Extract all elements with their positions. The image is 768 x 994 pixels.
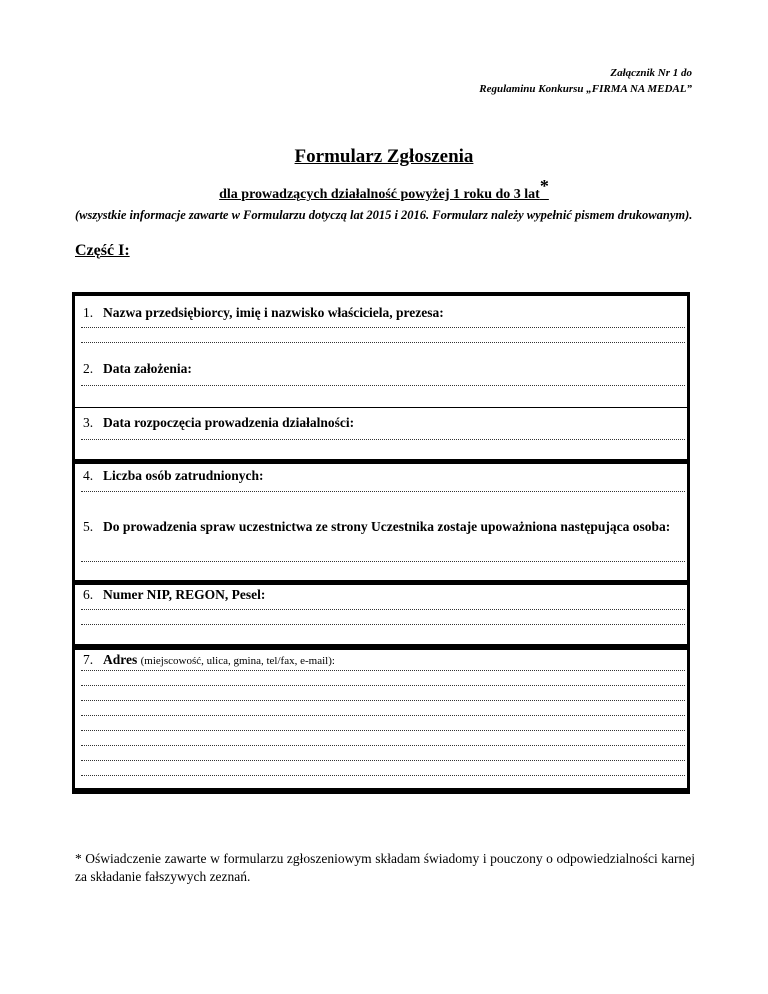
section-founding-date bbox=[75, 355, 687, 407]
field-label-authorized-person bbox=[83, 519, 675, 535]
fill-line[interactable] bbox=[81, 670, 685, 671]
section-activity-start-date bbox=[75, 408, 687, 459]
field-number: 2. bbox=[83, 361, 94, 376]
section-company-name bbox=[75, 296, 687, 358]
field-label-text: Data rozpoczęcia prowadzenia działalności: bbox=[103, 415, 355, 430]
fill-line[interactable] bbox=[81, 760, 685, 761]
subtitle-asterisk: * bbox=[539, 176, 549, 196]
fill-line[interactable] bbox=[81, 491, 685, 492]
declaration-footnote: * Oświadczenie zawarte w formularzu zgłoszeniowym składam świadomy i pouczony o odpowiedzialności karnej za składanie fałszywych zeznań. bbox=[75, 851, 695, 884]
fill-line[interactable] bbox=[81, 775, 685, 776]
fill-line[interactable] bbox=[81, 385, 685, 386]
field-hint: (miejscowość, ulica, gmina, tel/fax, e-mail): bbox=[140, 655, 335, 667]
annex-line-1: Załącznik Nr 1 do bbox=[610, 67, 692, 79]
field-label-text: Data założenia: bbox=[103, 361, 192, 376]
field-label-text: Numer NIP, REGON, Pesel: bbox=[103, 587, 266, 602]
field-label-text: Do prowadzenia spraw uczestnictwa ze strony Uczestnika zostaje upoważniona następująca osoba: bbox=[103, 519, 671, 534]
form-title: Formularz Zgłoszenia bbox=[294, 146, 474, 167]
fill-line[interactable] bbox=[81, 342, 685, 343]
annex-reference bbox=[479, 65, 692, 97]
field-label-text: Liczba osób zatrudnionych: bbox=[103, 468, 264, 483]
field-label-founding-date bbox=[83, 361, 192, 377]
fill-line[interactable] bbox=[81, 685, 685, 686]
section-tax-ids bbox=[75, 585, 687, 644]
field-label-tax-ids bbox=[83, 587, 266, 603]
field-number: 5. bbox=[83, 519, 94, 534]
field-number: 3. bbox=[83, 415, 94, 430]
field-label-text: Adres bbox=[103, 652, 138, 667]
fill-line[interactable] bbox=[81, 561, 685, 562]
form-subtitle bbox=[0, 176, 768, 203]
fill-line[interactable] bbox=[81, 439, 685, 440]
fill-line[interactable] bbox=[81, 327, 685, 328]
subtitle-text: dla prowadzących działalność powyżej 1 roku do 3 lat bbox=[219, 187, 540, 202]
field-label-address bbox=[83, 652, 335, 669]
field-label-activity-start bbox=[83, 415, 355, 431]
field-label-text: Nazwa przedsiębiorcy, imię i nazwisko właściciela, prezesa: bbox=[103, 305, 444, 320]
section-address bbox=[75, 650, 687, 788]
part-heading: Część I: bbox=[75, 242, 130, 259]
fill-line[interactable] bbox=[81, 609, 685, 610]
field-number: 1. bbox=[83, 305, 94, 320]
field-number: 6. bbox=[83, 587, 94, 602]
annex-line-2: Regulaminu Konkursu „FIRMA NA MEDAL” bbox=[479, 83, 692, 95]
field-number: 7. bbox=[83, 652, 94, 667]
section-authorized-person bbox=[75, 513, 687, 580]
field-number: 4. bbox=[83, 468, 94, 483]
fill-line[interactable] bbox=[81, 624, 685, 625]
fill-line[interactable] bbox=[81, 715, 685, 716]
field-label-company-name bbox=[83, 305, 444, 321]
fill-line[interactable] bbox=[81, 745, 685, 746]
field-label-employee-count bbox=[83, 468, 264, 484]
section-employee-count bbox=[75, 464, 687, 513]
form-box bbox=[72, 292, 690, 794]
fill-line[interactable] bbox=[81, 700, 685, 701]
instruction-note: (wszystkie informacje zawarte w Formularzu dotyczą lat 2015 i 2016. Formularz należy wypełnić pismem drukowanym). bbox=[75, 208, 693, 222]
fill-line[interactable] bbox=[81, 730, 685, 731]
